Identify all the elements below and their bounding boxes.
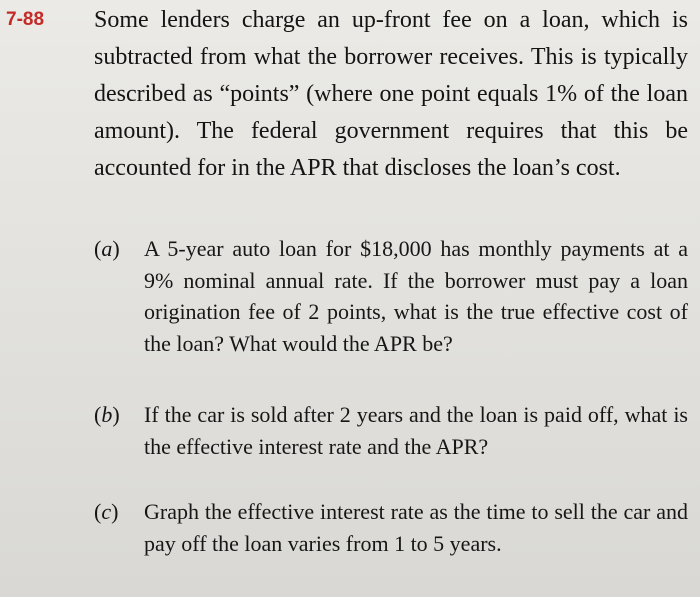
part-label-b: (b) (94, 402, 120, 427)
part-text-b: If the car is sold after 2 years and the loan is paid off, what is the effective interest rate and the APR? (144, 402, 688, 459)
part-label-a: (a) (94, 236, 120, 261)
part-letter-a: a (101, 236, 113, 261)
problem-intro: Some lenders charge an up-front fee on a loan, which is subtracted from what the borrower receives. This is typically described as “points” (where one point equals 1% of the loan amount). The federal government requires that this be accounted for in the APR that discloses the loan’s cost. (94, 7, 688, 181)
part-letter-b: b (101, 402, 113, 427)
part-letter-c: c (101, 499, 112, 524)
part-text-a: A 5-year auto loan for $18,000 has monthly payments at a 9% nominal annual rate. If the borrower must pay a loan origination fee of 2 points, what is the true effective cost of the loan? What would the APR be? (144, 236, 688, 356)
problem-part-b (94, 399, 688, 462)
part-text-c: Graph the effective interest rate as the time to sell the car and pay off the loan varies from 1 to 5 years. (144, 499, 688, 556)
part-label-c: (c) (94, 499, 119, 524)
problem-number: 7-88 (6, 9, 45, 30)
problem-part-a (94, 233, 688, 359)
problem-part-c (94, 496, 688, 559)
